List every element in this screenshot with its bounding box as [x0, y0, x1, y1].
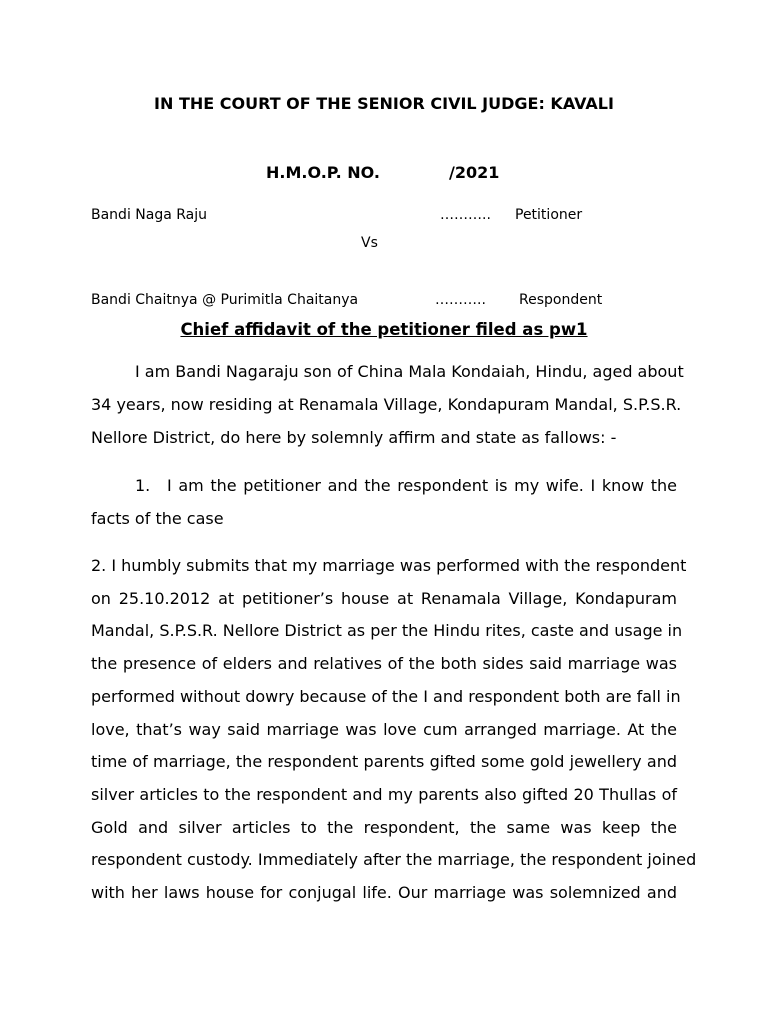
court-title: IN THE COURT OF THE SENIOR CIVIL JUDGE: KAVALI [154, 94, 614, 113]
para1-line-1: I am the petitioner and the respondent is my wife. I know the [167, 476, 677, 495]
petitioner-name: Bandi Naga Raju [91, 207, 208, 223]
para2-line-2: on 25.10.2012 at petitioner’s house at Renamala Village, Kondapuram [91, 589, 677, 608]
versus-label: Vs [361, 235, 378, 251]
petitioner-role: Petitioner [515, 207, 583, 223]
para1-line-2: facts of the case [91, 509, 224, 528]
respondent-dots: ……….. [435, 292, 486, 308]
affidavit-title: Chief affidavit of the petitioner filed as pw1 [180, 320, 588, 339]
intro-line-2: 34 years, now residing at Renamala Village, Kondapuram Mandal, S.P.S.R. [91, 395, 682, 414]
para2-line-1: 2. I humbly submits that my marriage was performed with the respondent [91, 556, 687, 575]
para2-line-5: performed without dowry because of the I and respondent both are fall in [91, 687, 681, 706]
respondent-role: Respondent [519, 292, 603, 308]
intro-line-1: I am Bandi Nagaraju son of China Mala Kondaiah, Hindu, aged about [135, 362, 684, 381]
para2-line-7: time of marriage, the respondent parents gifted some gold jewellery and [91, 752, 677, 771]
para2-line-9: Gold and silver articles to the respondent, the same was keep the [91, 818, 677, 837]
para2-line-4: the presence of elders and relatives of the both sides said marriage was [91, 654, 677, 673]
para2-line-11: with her laws house for conjugal life. Our marriage was solemnized and [91, 883, 677, 902]
respondent-name: Bandi Chaitnya @ Purimitla Chaitanya [91, 292, 359, 308]
intro-line-3: Nellore District, do here by solemnly affirm and state as fallows: - [91, 428, 617, 447]
para2-line-8: silver articles to the respondent and my parents also gifted 20 Thullas of [91, 785, 677, 804]
hmop-year: /2021 [449, 163, 500, 182]
para2-line-3: Mandal, S.P.S.R. Nellore District as per the Hindu rites, caste and usage in [91, 621, 683, 640]
para2-line-10: respondent custody. Immediately after the marriage, the respondent joined [91, 850, 697, 869]
petitioner-dots: ……….. [440, 207, 491, 223]
para1-number: 1. [135, 476, 151, 495]
para2-line-6: love, that’s way said marriage was love cum arranged marriage. At the [91, 720, 677, 739]
hmop-number-label: H.M.O.P. NO. [266, 163, 380, 182]
